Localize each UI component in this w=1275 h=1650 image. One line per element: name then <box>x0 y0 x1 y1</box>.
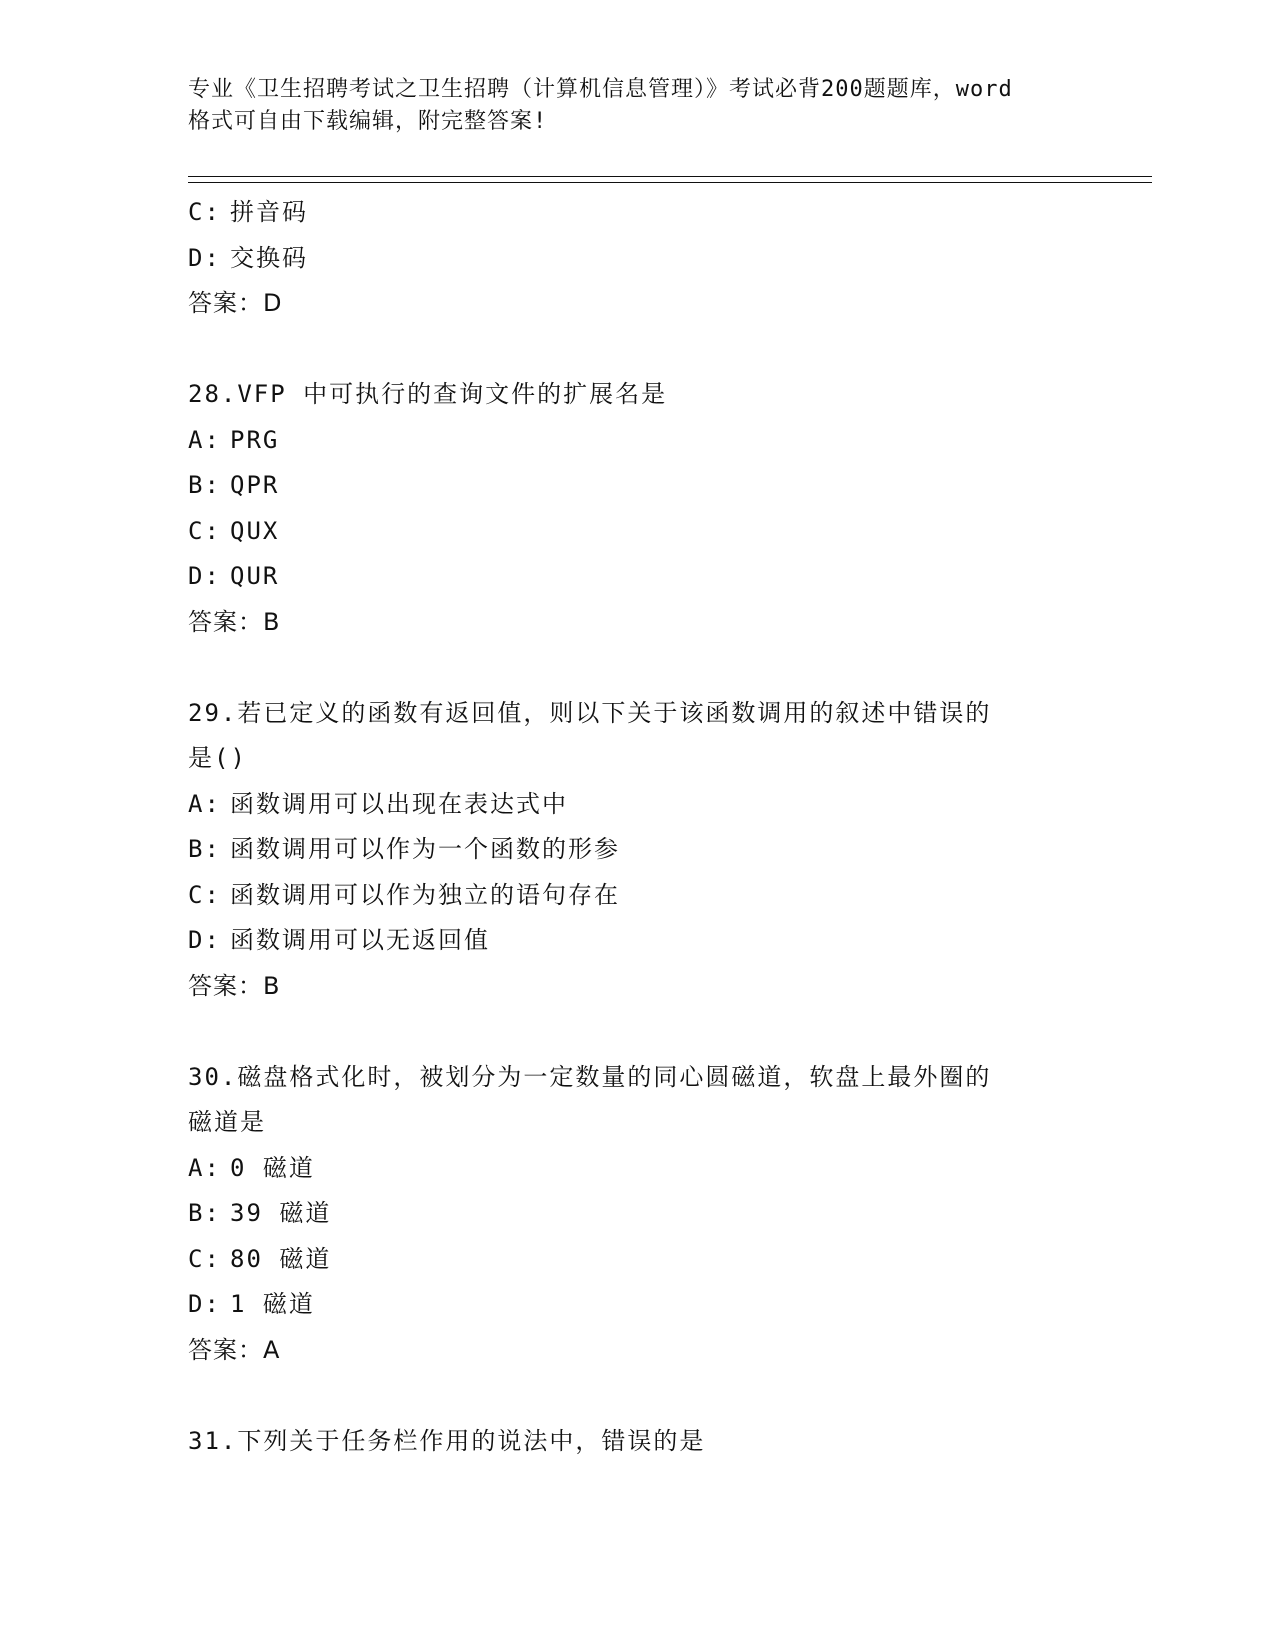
question-stem-line-2: 磁道是 <box>188 1108 266 1136</box>
answer-line <box>188 964 1088 1010</box>
question-stem: 31.下列关于任务栏作用的说法中，错误的是 <box>188 1426 706 1455</box>
option-letter: B: <box>188 835 221 863</box>
spacer <box>188 327 1088 373</box>
option-text: QPR <box>230 471 280 499</box>
question-stem-line-2: 是() <box>188 744 247 772</box>
option-a <box>188 782 1088 828</box>
option-text: 函数调用可以出现在表达式中 <box>230 789 568 818</box>
option-text: QUX <box>230 516 280 545</box>
option-letter: A: <box>188 789 221 818</box>
option-text: 80 磁道 <box>230 1244 332 1273</box>
option-text: PRG <box>230 425 280 454</box>
option-b <box>188 1191 1088 1237</box>
option-c <box>188 873 1088 919</box>
question-29 <box>188 691 1088 1010</box>
option-a <box>188 1146 1088 1192</box>
spacer <box>188 1009 1088 1055</box>
option-text: 函数调用可以作为一个函数的形参 <box>230 835 620 863</box>
option-d <box>188 918 1088 964</box>
option-letter: B: <box>188 1199 221 1227</box>
answer-line <box>188 281 1088 327</box>
answer-line <box>188 1328 1088 1374</box>
option-text: 函数调用可以无返回值 <box>230 926 490 954</box>
question-stem: 28.VFP 中可执行的查询文件的扩展名是 <box>188 380 668 408</box>
option-letter: D: <box>188 243 221 272</box>
answer-value: B <box>263 971 281 1000</box>
answer-label: 答案： <box>188 1335 263 1364</box>
option-letter: D: <box>188 1290 221 1318</box>
spacer <box>188 1373 1088 1419</box>
option-d <box>188 1282 1088 1328</box>
option-letter: D: <box>188 562 221 590</box>
option-c <box>188 509 1088 555</box>
option-letter: D: <box>188 926 221 954</box>
option-letter: B: <box>188 471 221 499</box>
answer-value: D <box>263 289 283 317</box>
option-d <box>188 554 1088 600</box>
option-c <box>188 1237 1088 1283</box>
option-letter: A: <box>188 1153 221 1182</box>
option-b <box>188 827 1088 873</box>
header-rule-bottom <box>188 182 1152 183</box>
answer-label: 答案： <box>188 289 263 317</box>
question-30 <box>188 1055 1088 1374</box>
header-line-2: 格式可自由下载编辑，附完整答案! <box>188 109 548 134</box>
question-stem-line-1: 29.若已定义的函数有返回值，则以下关于该函数调用的叙述中错误的 <box>188 698 992 727</box>
option-text: 拼音码 <box>230 198 308 226</box>
spacer <box>188 645 1088 691</box>
question-27-continuation <box>188 190 1088 327</box>
question-28 <box>188 372 1088 645</box>
answer-value: B <box>263 607 281 636</box>
document-header <box>188 74 1088 138</box>
option-letter: A: <box>188 425 221 454</box>
header-line-1: 专业《卫生招聘考试之卫生招聘（计算机信息管理）》考试必背200题题库，word <box>188 77 1013 102</box>
option-b <box>188 463 1088 509</box>
option-text: 函数调用可以作为独立的语句存在 <box>230 880 620 909</box>
option-letter: C: <box>188 516 221 545</box>
option-text: 39 磁道 <box>230 1199 332 1227</box>
option-text: 交换码 <box>230 243 308 272</box>
option-letter: C: <box>188 1244 221 1273</box>
option-letter: C: <box>188 880 221 909</box>
option-text: 1 磁道 <box>230 1290 315 1318</box>
option-a <box>188 418 1088 464</box>
answer-label: 答案： <box>188 971 263 1000</box>
answer-label: 答案： <box>188 607 263 636</box>
option-d <box>188 236 1088 282</box>
answer-value: A <box>263 1335 281 1364</box>
question-list <box>188 190 1088 1464</box>
header-rule-top <box>188 176 1152 177</box>
answer-line <box>188 600 1088 646</box>
question-31 <box>188 1419 1088 1465</box>
question-stem-line-1: 30.磁盘格式化时，被划分为一定数量的同心圆磁道，软盘上最外圈的 <box>188 1062 992 1091</box>
option-c <box>188 190 1088 236</box>
option-text: QUR <box>230 562 280 590</box>
option-text: 0 磁道 <box>230 1153 315 1182</box>
option-letter: C: <box>188 198 221 226</box>
